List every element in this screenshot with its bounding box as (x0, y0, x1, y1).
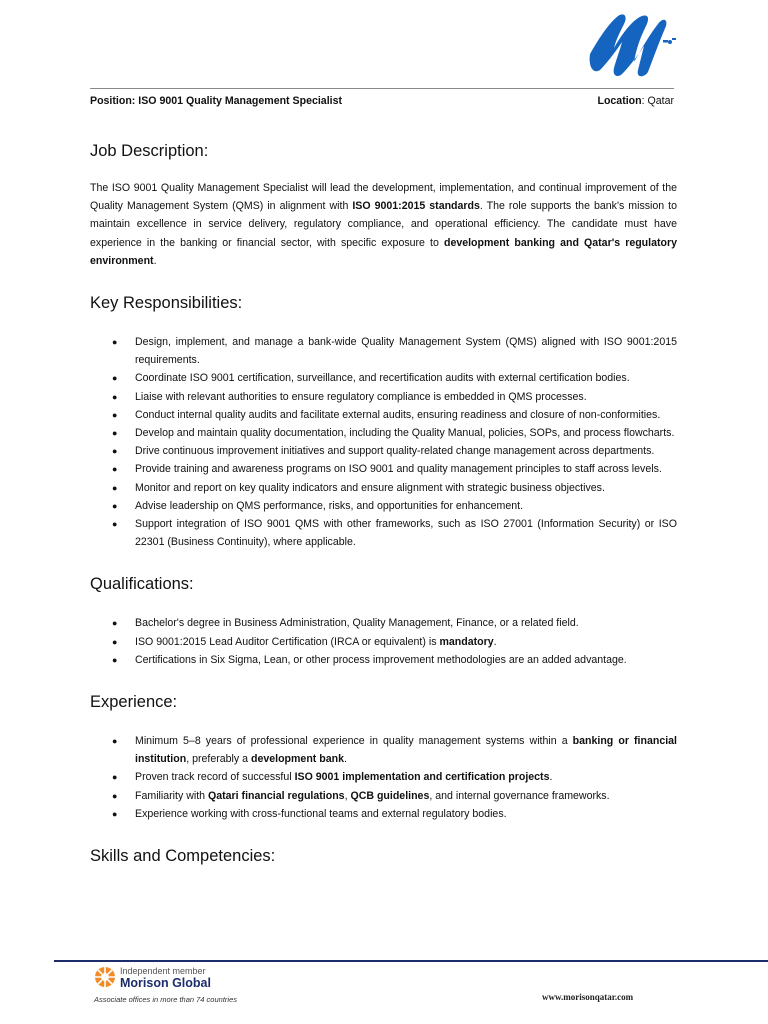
list-item: ● Conduct internal quality audits and facilitate external audits, ensuring readiness and closure of non-conformities. (112, 408, 661, 421)
list-item: ● Bachelor's degree in Business Administration, Quality Management, Finance, or a related field. (112, 617, 579, 630)
list-item: ● Monitor and report on key quality indicators and ensure alignment with strategic business objectives. (112, 481, 605, 494)
position-line: Position: ISO 9001 Quality Management Specialist Location: Qatar (90, 95, 674, 107)
list-item: ● Familiarity with Qatari financial regulations, QCB guidelines, and internal governance frameworks. (112, 789, 610, 802)
job-description-text: The ISO 9001 Quality Management Specialist will lead the development, implementation, and continual improvement of the Quality Management System (QMS) in alignment with ISO 9001:2015 standards. The role supports the bank's mission to maintain excellence in service delivery, regulatory compliance, and operational efficiency. The candidate must have experience in the banking or financial sector, with specific exposure to development banking and Qatar's regulatory environment. (90, 182, 678, 267)
list-item: ● Liaise with relevant authorities to ensure regulatory compliance is embedded in QMS processes. (112, 390, 587, 403)
list-item: ● Design, implement, and manage a bank-wide Quality Management System (QMS) aligned with ISO 9001:2015 requirements. (112, 336, 677, 367)
morison-m-logo (584, 10, 680, 82)
morison-globe-icon (94, 966, 116, 988)
position-label: Position (90, 95, 132, 107)
website-url: www.morisonqatar.com (542, 992, 634, 1002)
skills-section (90, 843, 677, 869)
location: Location: Qatar (597, 95, 674, 107)
experience-heading: Experience: (90, 693, 178, 712)
experience-list (90, 732, 677, 823)
location-value: Qatar (647, 95, 674, 107)
footer-divider (54, 960, 768, 962)
list-item: ● Provide training and awareness programs on ISO 9001 and quality management principles to staff across levels. (112, 463, 662, 476)
qualifications-list (90, 614, 677, 669)
morison-global-brand: Morison Global (120, 976, 211, 990)
location-label: Location (597, 95, 642, 107)
header-divider (90, 88, 674, 89)
qualifications-heading: Qualifications: (90, 575, 194, 594)
skills-heading: Skills and Competencies: (90, 847, 276, 866)
list-item: ● Develop and maintain quality documentation, including the Quality Manual, policies, SOPs, and process flowcharts. (112, 427, 675, 440)
associate-offices-text: Associate offices in more than 74 countries (94, 995, 237, 1004)
list-item: ● ISO 9001:2015 Lead Auditor Certification (IRCA or equivalent) is mandatory. (112, 635, 497, 648)
independent-member-label: Independent member (120, 966, 206, 976)
list-item: ● Minimum 5–8 years of professional experience in quality management systems within a banking or financial institution, preferably a development bank. (112, 735, 677, 766)
responsibilities-section (90, 290, 677, 551)
list-item: ● Coordinate ISO 9001 certification, surveillance, and recertification audits with external certification bodies. (112, 372, 630, 385)
experience-section (90, 689, 677, 823)
job-description-heading: Job Description: (90, 142, 209, 160)
list-item: ● Certifications in Six Sigma, Lean, or other process improvement methodologies are an added advantage. (112, 653, 627, 666)
list-item: ● Proven track record of successful ISO 9001 implementation and certification projects. (112, 771, 553, 784)
position-value: ISO 9001 Quality Management Specialist (138, 95, 342, 107)
responsibilities-list (90, 333, 677, 551)
list-item: ● Experience working with cross-functional teams and external regulatory bodies. (112, 807, 507, 820)
responsibilities-heading: Key Responsibilities: (90, 294, 243, 313)
document-body (90, 138, 677, 869)
list-item: ● Support integration of ISO 9001 QMS with other frameworks, such as ISO 27001 (Information Security) or ISO 22301 (Business Continuity), where applicable. (112, 518, 677, 549)
list-item: ● Drive continuous improvement initiatives and support quality-related change management across departments. (112, 445, 655, 458)
qualifications-section (90, 571, 677, 669)
list-item: ● Advise leadership on QMS performance, risks, and opportunities for enhancement. (112, 499, 524, 512)
